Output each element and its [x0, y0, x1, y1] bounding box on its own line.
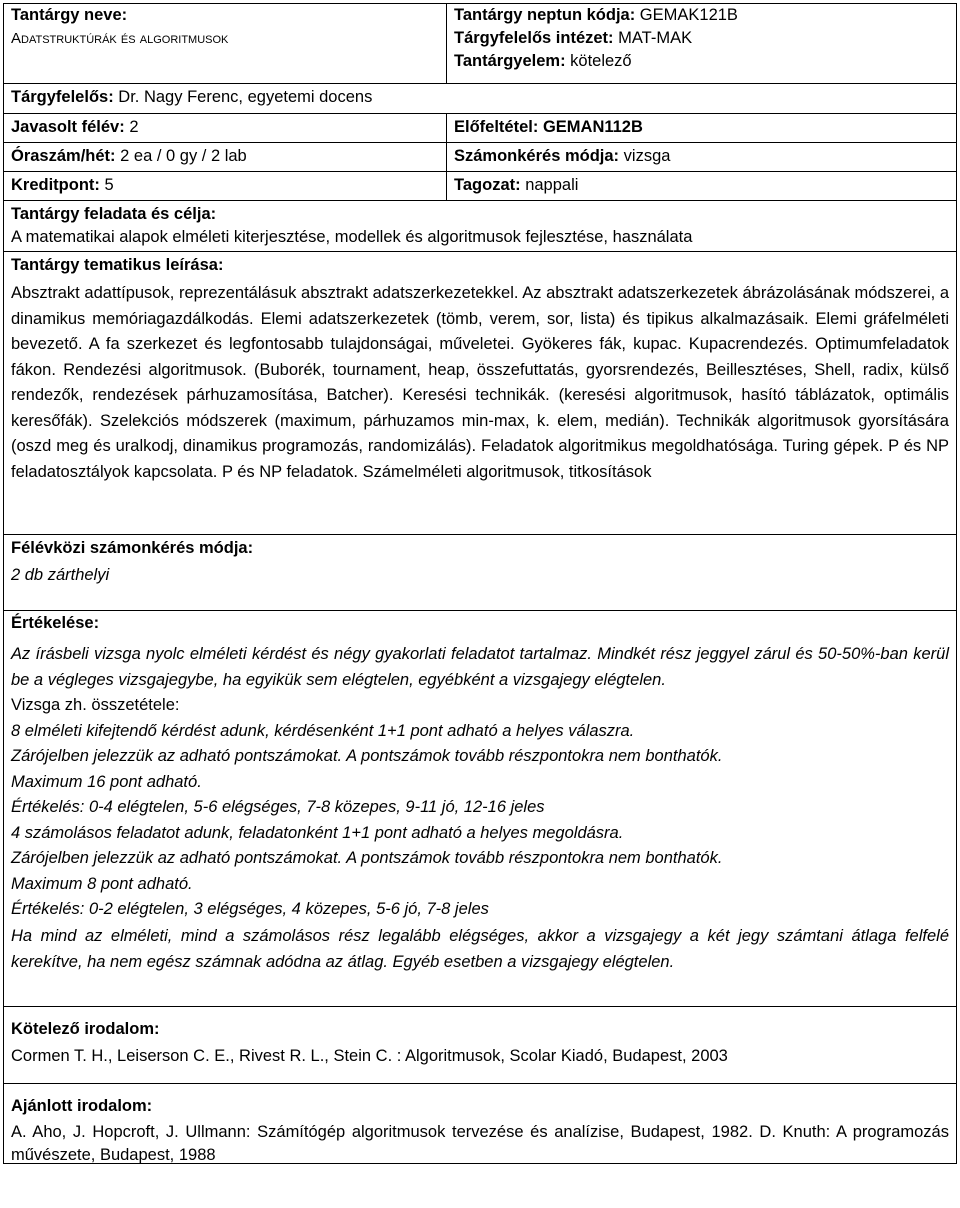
- evaluation-line-3: Maximum 16 pont adható.: [11, 772, 202, 791]
- credit-label: Kreditpont:: [11, 176, 100, 194]
- course-name-value: Adatstruktúrák és algoritmusok: [11, 30, 229, 47]
- evaluation-line-1: 8 elméleti kifejtendő kérdést adunk, kérdésenként 1+1 pont adható a helyes válaszra.: [11, 721, 635, 740]
- hours-value: 2 ea / 0 gy / 2 lab: [120, 147, 247, 165]
- element-label: Tantárgyelem:: [454, 52, 566, 70]
- hours-label: Óraszám/hét:: [11, 147, 116, 165]
- evaluation-line-2: Zárójelben jelezzük az adható pontszámokat. A pontszámok tovább részpontokra nem bonthatók.: [11, 747, 723, 765]
- course-sheet: [3, 3, 957, 1164]
- code-value: GEMAK121B: [639, 6, 738, 24]
- evaluation-line-4: Értékelés: 0-4 elégtelen, 5-6 elégséges, 7-8 közepes, 9-11 jó, 12-16 jeles: [11, 798, 545, 816]
- prereq-value: GEMAN112B: [542, 118, 643, 136]
- topics-cell: [3, 252, 957, 535]
- topics-text: Absztrakt adattípusok, reprezentálásuk absztrakt adatszerkezetekkel. Az absztrakt adatszerkezetek ábrázolásának módszerei, a dinamikus memóriagazdálkodás. Elemi adatszerkezetek (tömb, verem, sor, lista) és tipikus alkalmazásaik. Elemi gráfelméleti bevezető. A fa szerkezet és legfontosabb tulajdonságai, műveletei. Gyökeres fák, kupac. Kupacrendezés. Optimumfeladatok fákon. Rendezési algoritmusok. (Buborék, tournament, heap, összefuttatás, gyorsrendezés, Beillesztéses, Shell, radix, külső rendezők, rendezések párhuzamosítása, Batcher). Keresési technikák. (keresési algoritmusok, hasító táblázatok, optimális keresőfák). Szelekciós módszerek (maximum, párhuzamos min-max, k. elem, medián). Technikák algoritmusok gyorsítására (oszd meg és uralkodj, dinamikus programozás, randomizálás). Feladatok algoritmikus megoldhatósága. Turing gépek. P és NP feladatosztályok kapcsolata. P és NP feladatok. Számelméleti algoritmusok, titkosítások: [11, 284, 949, 481]
- evaluation-cell: [3, 611, 957, 1007]
- midterm-text: 2 db zárthelyi: [11, 566, 110, 584]
- institute-label: Tárgyfelelős intézet:: [454, 29, 614, 47]
- evaluation-line-8: Értékelés: 0-2 elégtelen, 3 elégséges, 4 közepes, 5-6 jó, 7-8 jeles: [11, 900, 489, 918]
- topics-label: Tantárgy tematikus leírása:: [11, 256, 224, 274]
- recommended-lit-label: Ajánlott irodalom:: [11, 1097, 153, 1115]
- semester-label: Javasolt félév:: [11, 118, 125, 136]
- responsible-value: Dr. Nagy Ferenc, egyetemi docens: [118, 88, 373, 106]
- semester-value: 2: [129, 118, 139, 136]
- element-value: kötelező: [570, 52, 632, 70]
- hours-cell: [3, 143, 447, 172]
- mode-value: nappali: [525, 176, 579, 194]
- semester-cell: [3, 114, 447, 143]
- evaluation-final: Ha mind az elméleti, mind a számolásos rész legalább elégséges, akkor a vizsgajegy a két jegy számtani átlaga felfelé kerekítve, ha nem egész számnak adódna az átlag. Egyéb esetben a vizsgajegy elégtelen.: [11, 926, 949, 971]
- code-label: Tantárgy neptun kódja:: [454, 6, 636, 24]
- course-meta-cell: [447, 3, 957, 84]
- credit-value: 5: [104, 176, 114, 194]
- evaluation-line-7: Maximum 8 pont adható.: [11, 874, 193, 893]
- required-lit-label: Kötelező irodalom:: [11, 1020, 160, 1038]
- recommended-lit-cell: [3, 1084, 957, 1164]
- mode-label: Tagozat:: [454, 176, 521, 194]
- evaluation-composition: Vizsga zh. összetétele:: [11, 696, 180, 714]
- prereq-label: Előfeltétel:: [454, 118, 539, 136]
- required-lit-cell: [3, 1007, 957, 1084]
- exam-type-cell: [447, 143, 957, 172]
- goal-text: A matematikai alapok elméleti kiterjesztése, modellek és algoritmusok fejlesztése, használata: [11, 228, 693, 246]
- midterm-cell: [3, 535, 957, 611]
- responsible-cell: [3, 84, 957, 114]
- institute-value: MAT-MAK: [618, 29, 693, 47]
- credit-cell: [3, 172, 447, 201]
- exam-type-value: vizsga: [623, 147, 671, 165]
- required-lit-text: Cormen T. H., Leiserson C. E., Rivest R. L., Stein C. : Algoritmusok, Scolar Kiadó, Budapest, 2003: [11, 1047, 728, 1065]
- recommended-lit-text: A. Aho, J. Hopcroft, J. Ullmann: Számítógép algoritmusok tervezése és analízise, Budapest, 1982. D. Knuth: A programozás művészete, Budapest, 1988: [11, 1123, 949, 1164]
- goal-label: Tantárgy feladata és célja:: [11, 205, 217, 223]
- goal-cell: [3, 201, 957, 252]
- course-name-label: Tantárgy neve:: [11, 6, 128, 24]
- exam-type-label: Számonkérés módja:: [454, 147, 620, 165]
- evaluation-line-5: 4 számolásos feladatot adunk, feladatonként 1+1 pont adható a helyes megoldásra.: [11, 823, 624, 842]
- header-row-1: [3, 3, 957, 84]
- evaluation-line-6: Zárójelben jelezzük az adható pontszámokat. A pontszámok tovább részpontokra nem bonthatók.: [11, 849, 723, 867]
- evaluation-intro: Az írásbeli vizsga nyolc elméleti kérdést és négy gyakorlati feladatot tartalmaz. Mindkét rész jeggyel zárul és 50-50%-ban kerül be a végleges vizsgajegybe, ha egyikük sem elégtelen, egyébként a vizsgajegy elégtelen.: [11, 645, 949, 689]
- evaluation-label: Értékelése:: [11, 614, 100, 632]
- midterm-label: Félévközi számonkérés módja:: [11, 539, 254, 557]
- mode-cell: [447, 172, 957, 201]
- prereq-cell: [447, 114, 957, 143]
- responsible-label: Tárgyfelelős:: [11, 88, 114, 106]
- course-name-cell: [3, 3, 447, 84]
